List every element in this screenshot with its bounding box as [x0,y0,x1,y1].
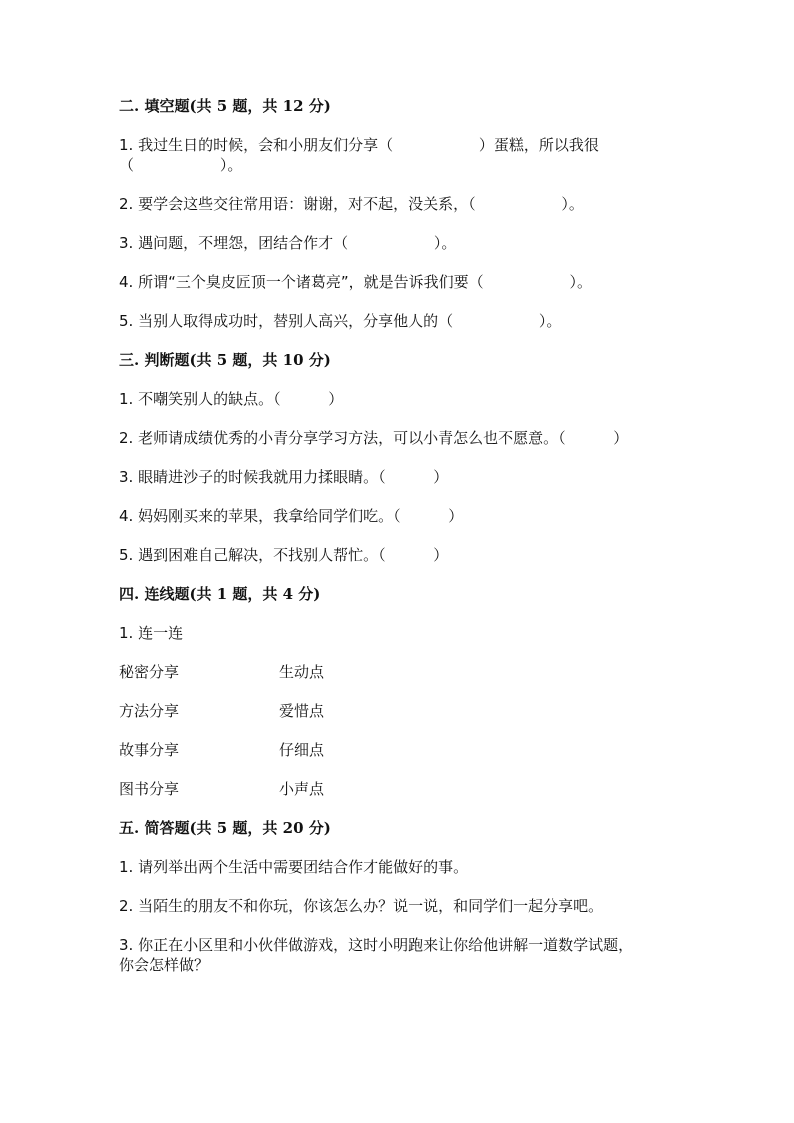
true-false-q4: 4. 妈妈刚买来的苹果，我拿给同学们吃。（ ） [119,507,464,525]
fill-blank-q2: 2. 要学会这些交往常用语：谢谢，对不起，没关系，（ ）。 [119,195,584,213]
matching-right-item: 爱惜点 [279,702,325,720]
short-answer-q3-line1: 3. 你正在小区里和小伙伴做游戏，这时小明跑来让你给他讲解一道数学试题， [119,936,634,954]
matching-row [119,740,679,760]
matching-left-item: 故事分享 [119,741,180,759]
section-3-heading: 三. 判断题(共 5 题，共 10 分) [119,351,331,369]
matching-row [119,662,679,682]
matching-left-item: 方法分享 [119,702,180,720]
fill-blank-q1-line2: （ ）。 [119,156,243,174]
true-false-q5: 5. 遇到困难自己解决，不找别人帮忙。（ ） [119,546,449,564]
matching-right-item: 仔细点 [279,741,325,759]
true-false-q1: 1. 不嘲笑别人的缺点。（ ） [119,390,344,408]
matching-row [119,779,679,799]
exam-page [119,96,679,975]
matching-left-item: 秘密分享 [119,663,180,681]
true-false-q2: 2. 老师请成绩优秀的小青分享学习方法，可以小青怎么也不愿意。（ ） [119,429,629,447]
matching-row [119,701,679,721]
section-4-heading: 四. 连线题(共 1 题，共 4 分) [119,585,321,603]
short-answer-q1: 1. 请列举出两个生活中需要团结合作才能做好的事。 [119,858,469,876]
section-2-heading: 二. 填空题(共 5 题，共 12 分) [119,97,331,115]
fill-blank-q5: 5. 当别人取得成功时，替别人高兴，分享他人的（ ）。 [119,312,562,330]
matching-right-item: 生动点 [279,663,325,681]
short-answer-q3-line2: 你会怎样做？ [119,956,210,974]
matching-right-item: 小声点 [279,780,325,798]
fill-blank-q3: 3. 遇问题，不埋怨，团结合作才（ ）。 [119,234,457,252]
fill-blank-q1-line1: 1. 我过生日的时候，会和小朋友们分享（ ）蛋糕，所以我很 [119,136,599,154]
matching-q1: 1. 连一连 [119,624,184,642]
matching-left-item: 图书分享 [119,780,180,798]
short-answer-q2: 2. 当陌生的朋友不和你玩，你该怎么办？说一说，和同学们一起分享吧。 [119,897,604,915]
fill-blank-q4: 4. 所谓“三个臭皮匠顶一个诸葛亮”，就是告诉我们要（ ）。 [119,273,592,291]
true-false-q3: 3. 眼睛进沙子的时候我就用力揉眼睛。（ ） [119,468,449,486]
section-5-heading: 五. 简答题(共 5 题，共 20 分) [119,819,331,837]
